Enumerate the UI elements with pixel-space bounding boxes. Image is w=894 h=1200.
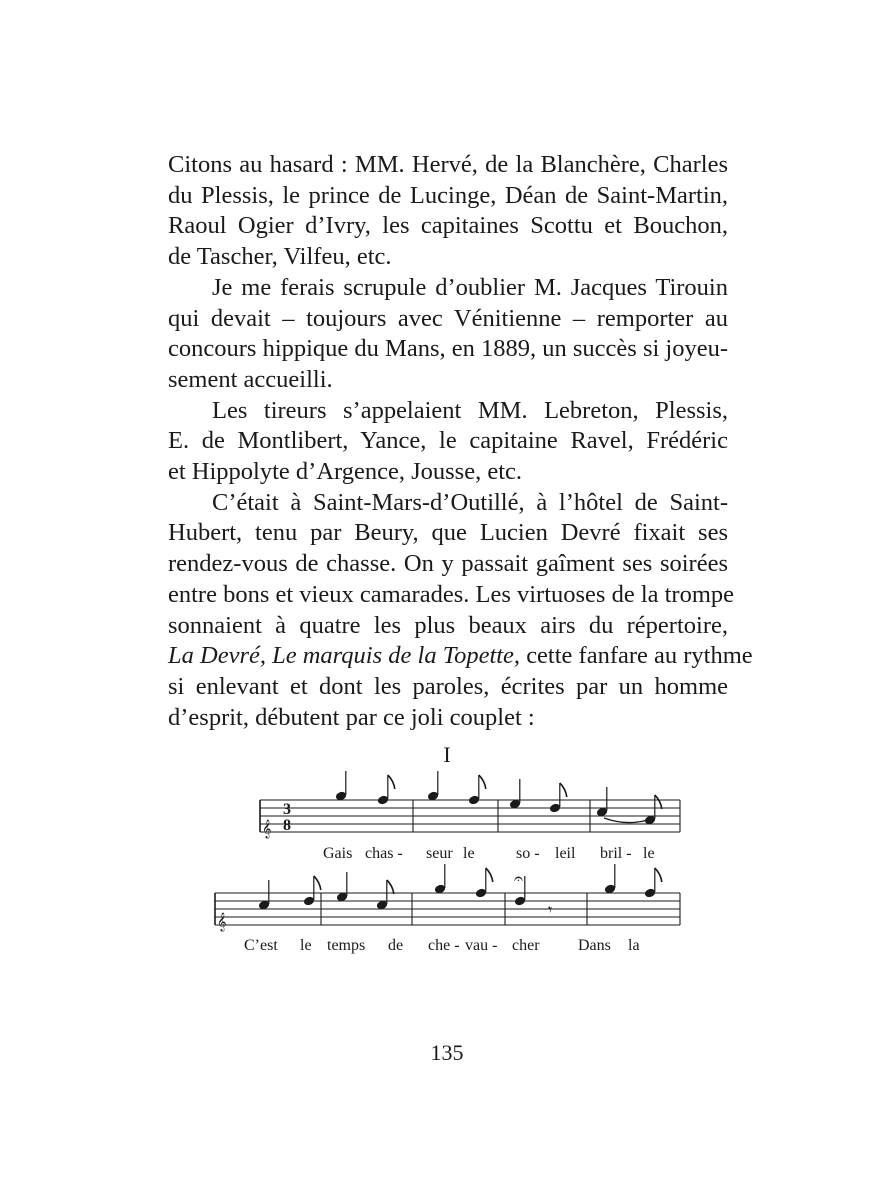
text-line: d’esprit, débutent par ce joli couplet :: [168, 703, 535, 731]
lyric: le: [300, 937, 312, 954]
lyric: seur: [426, 845, 453, 862]
lyric: la: [628, 937, 640, 954]
note-flag: [655, 868, 662, 882]
text-line: et Hippolyte d’Argence, Jousse, etc.: [168, 458, 523, 486]
staff-1: [260, 800, 680, 832]
lyric: le: [463, 845, 475, 862]
treble-clef-icon: 𝄞: [217, 914, 227, 931]
staff-2: [215, 893, 680, 925]
text-line: du Plessis, le prince de Lucinge, Déan de Saint-Martin,: [168, 181, 728, 209]
note-flag: [655, 795, 662, 809]
text-line: C’était à Saint-Mars-d’Outillé, à l’hôtel de Saint-: [212, 488, 728, 516]
text-line: sonnaient à quatre les plus beaux airs du répertoire,: [168, 611, 728, 639]
text-line: Je me ferais scrupule d’oublier M. Jacques Tirouin: [212, 273, 728, 301]
verse-numeral: I: [443, 742, 451, 767]
text-fragment: cette fanfare au rythme: [520, 642, 753, 670]
note-flag: [388, 775, 395, 789]
eighth-rest-icon: 𝄾: [548, 902, 553, 919]
time-signature-bottom: 8: [283, 817, 291, 834]
song-titles: La Devré, Le marquis de la Topette,: [168, 642, 521, 670]
text-line: qui devait – toujours avec Vénitienne – remporter au: [168, 304, 728, 332]
lyric: le: [643, 845, 655, 862]
text-line: sement accueilli.: [168, 365, 333, 393]
text-line: concours hippique du Mans, en 1889, un succès si joyeu-: [168, 335, 728, 363]
text-line: Les tireurs s’appelaient MM. Lebreton, Plessis,: [212, 396, 728, 424]
lyric: Dans: [578, 937, 611, 954]
lyric: che -: [428, 937, 460, 954]
lyric: cher: [512, 937, 540, 954]
lyric: de: [388, 937, 404, 954]
note-flag: [314, 876, 321, 890]
text-line: si enlevant et dont les paroles, écrites par un homme: [168, 672, 728, 700]
lyric: vau -: [465, 937, 498, 954]
lyric: leil: [555, 845, 576, 862]
time-signature-top: 3: [283, 801, 291, 818]
note-flag: [387, 880, 394, 894]
text-line: entre bons et vieux camarades. Les virtuoses de la trompe: [168, 580, 735, 608]
treble-clef-icon: 𝄞: [262, 821, 272, 838]
note-flag: [486, 868, 493, 882]
note-flag: [479, 775, 486, 789]
fermata-icon: 𝄐: [514, 871, 523, 888]
slur-icon: [604, 818, 648, 823]
text-line: Hubert, tenu par Beury, que Lucien Devré fixait ses: [168, 519, 728, 547]
text-line: de Tascher, Vilfeu, etc.: [168, 243, 392, 271]
notes-staff-2: [258, 864, 662, 919]
lyric: temps: [327, 937, 366, 954]
lyric: Gais: [323, 845, 353, 862]
lyric: C’est: [244, 937, 278, 954]
note-flag: [560, 783, 567, 797]
lyric: chas -: [365, 845, 403, 862]
text-line: rendez-vous de chasse. On y passait gaîment ses soirées: [168, 550, 728, 578]
lyric: bril -: [600, 845, 632, 862]
lyric: so -: [516, 845, 540, 862]
page-number: 135: [430, 1040, 464, 1065]
text-line: E. de Montlibert, Yance, le capitaine Ravel, Frédéric: [168, 427, 728, 455]
text-line: Raoul Ogier d’Ivry, les capitaines Scottu et Bouchon,: [168, 212, 728, 240]
text-line: Citons au hasard : MM. Hervé, de la Blanchère, Charles: [168, 151, 728, 178]
